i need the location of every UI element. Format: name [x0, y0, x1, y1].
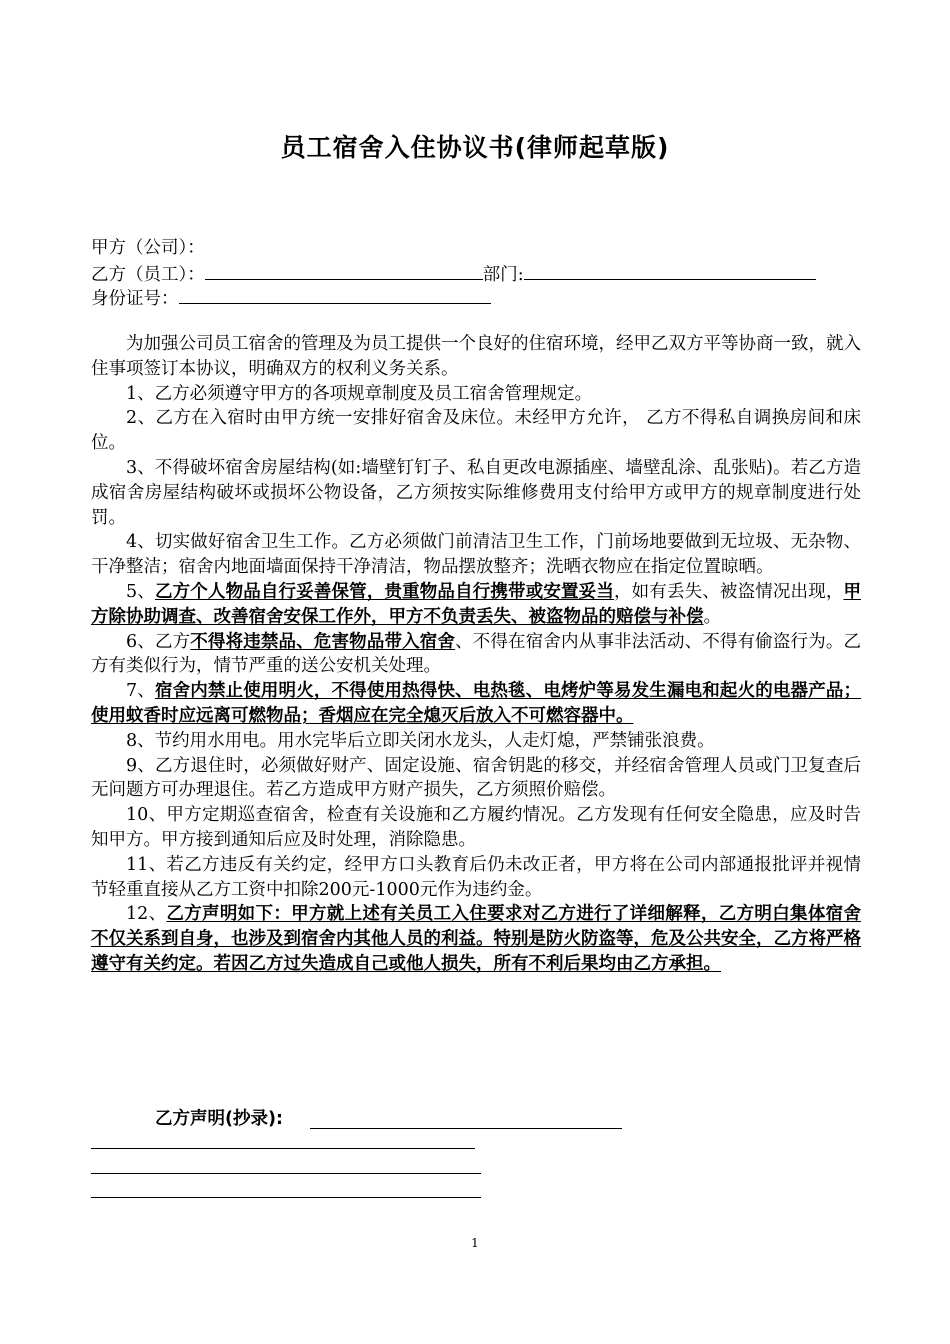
clause-6-prefix: 6、乙方	[126, 631, 191, 652]
clause-7-prefix: 7、	[126, 681, 155, 702]
department-label: 部门:	[482, 265, 524, 285]
party-a-row	[91, 236, 205, 260]
department-field[interactable]	[524, 261, 816, 280]
clause-5-emphasis-1: 乙方个人物品自行妥善保管，贵重物品自行携带或安置妥当	[154, 581, 614, 602]
party-b-name-field[interactable]	[205, 261, 483, 280]
party-b-row	[91, 261, 816, 287]
clause-6-rest: 、不得在宿舍内从事非法活动、不得有偷盗行为。乙方有类似行为，情节严重的送公安机关处理。	[91, 631, 862, 677]
party-b-label: 乙方（员工）：	[91, 265, 205, 285]
clause-9: 9、乙方退住时，必须做好财产、固定设施、宿舍钥匙的移交，并经宿舍管理人员或门卫复查后无问题方可办理退住。若乙方造成甲方财产损失，乙方须照价赔偿。	[91, 755, 861, 801]
clause-8: 8、节约用水用电。用水完毕后立即关闭水龙头，人走灯熄，严禁铺张浪费。	[126, 730, 715, 751]
clause-5-prefix: 5、	[126, 581, 155, 602]
clause-11: 11、若乙方违反有关约定，经甲方口头教育后仍未改正者，甲方将在公司内部通报批评并视情节轻重直接从乙方工资中扣除200元-1000元作为违约金。	[91, 854, 861, 900]
clause-7-emphasis: 宿舍内禁止使用明火，不得使用热得快、电热毯、电烤炉等易发生漏电和起火的电器产品；使用蚊香时应远离可燃物品；香烟应在完全熄灭后放入不可燃容器中。	[91, 681, 861, 726]
declaration-field[interactable]	[310, 1128, 622, 1129]
clause-2: 2、乙方在入宿时由甲方统一安排好宿舍及床位。未经甲方允许， 乙方不得私自调换房间和床位。	[91, 408, 861, 454]
clause-5	[91, 580, 861, 630]
id-row	[91, 285, 491, 311]
document-title: 员工宿舍入住协议书(律师起草版)	[280, 133, 670, 162]
clause-10: 10、甲方定期巡查宿舍，检查有关设施和乙方履约情况。乙方发现有任何安全隐患，应及时告知甲方。甲方接到通知后应及时处理，消除隐患。	[91, 805, 861, 850]
party-a-label: 甲方（公司）：	[91, 238, 205, 258]
declaration-copy-line-1[interactable]	[91, 1148, 475, 1149]
clause-12-prefix: 12、	[126, 904, 167, 925]
clause-1: 1、乙方必须遵守甲方的各项规章制度及员工宿舍管理规定。	[126, 383, 593, 404]
declaration-label: 乙方声明(抄录):	[155, 1109, 283, 1129]
clause-3: 3、不得破坏宿舍房屋结构(如:墙壁钉钉子、私自更改电源插座、墙壁乱涂、乱张贴)。若乙方造成宿舍房屋结构破坏或损坏公物设备，乙方须按实际维修费用支付给甲方或甲方的规章制度进行处罚。	[91, 457, 861, 528]
id-label: 身份证号：	[91, 289, 179, 309]
agreement-body	[91, 332, 861, 977]
intro-paragraph: 为加强公司员工宿舍的管理及为员工提供一个良好的住宿环境，经甲乙双方平等协商一致，就入住事项签订本协议，明确双方的权利义务关系。	[91, 334, 861, 379]
clause-6-emphasis: 不得将违禁品、危害物品带入宿舍	[190, 631, 456, 652]
id-number-field[interactable]	[179, 285, 491, 304]
declaration-copy-line-2[interactable]	[91, 1173, 481, 1174]
clause-12-emphasis: 乙方声明如下：甲方就上述有关员工入住要求对乙方进行了详细解释，乙方明白集体宿舍不仅关系到自身，也涉及到宿舍内其他人员的利益。特别是防火防盗等，危及公共安全，乙方将严格遵守有关约定。若因乙方过失造成自己或他人损失，所有不利后果均由乙方承担。	[91, 904, 861, 974]
clause-5-emphasis-2: 甲方除协助调查、改善宿舍安保工作外，甲方不负责丢失、被盗物品的赔偿与补偿	[91, 581, 861, 627]
page-number: 1	[471, 1236, 479, 1250]
declaration-copy-line-3[interactable]	[91, 1197, 481, 1198]
clause-5-middle: ，如有丢失、被盗情况出现，	[613, 581, 844, 602]
clause-6	[91, 630, 861, 680]
clause-7	[91, 679, 861, 729]
clause-5-end: 。	[703, 606, 721, 627]
clause-12	[91, 902, 861, 976]
clause-4: 4、切实做好宿舍卫生工作。乙方必须做门前清洁卫生工作，门前场地要做到无垃圾、无杂物、干净整洁；宿舍内地面墙面保持干净清洁，物品摆放整齐；洗晒衣物应在指定位置晾晒。	[91, 532, 861, 578]
